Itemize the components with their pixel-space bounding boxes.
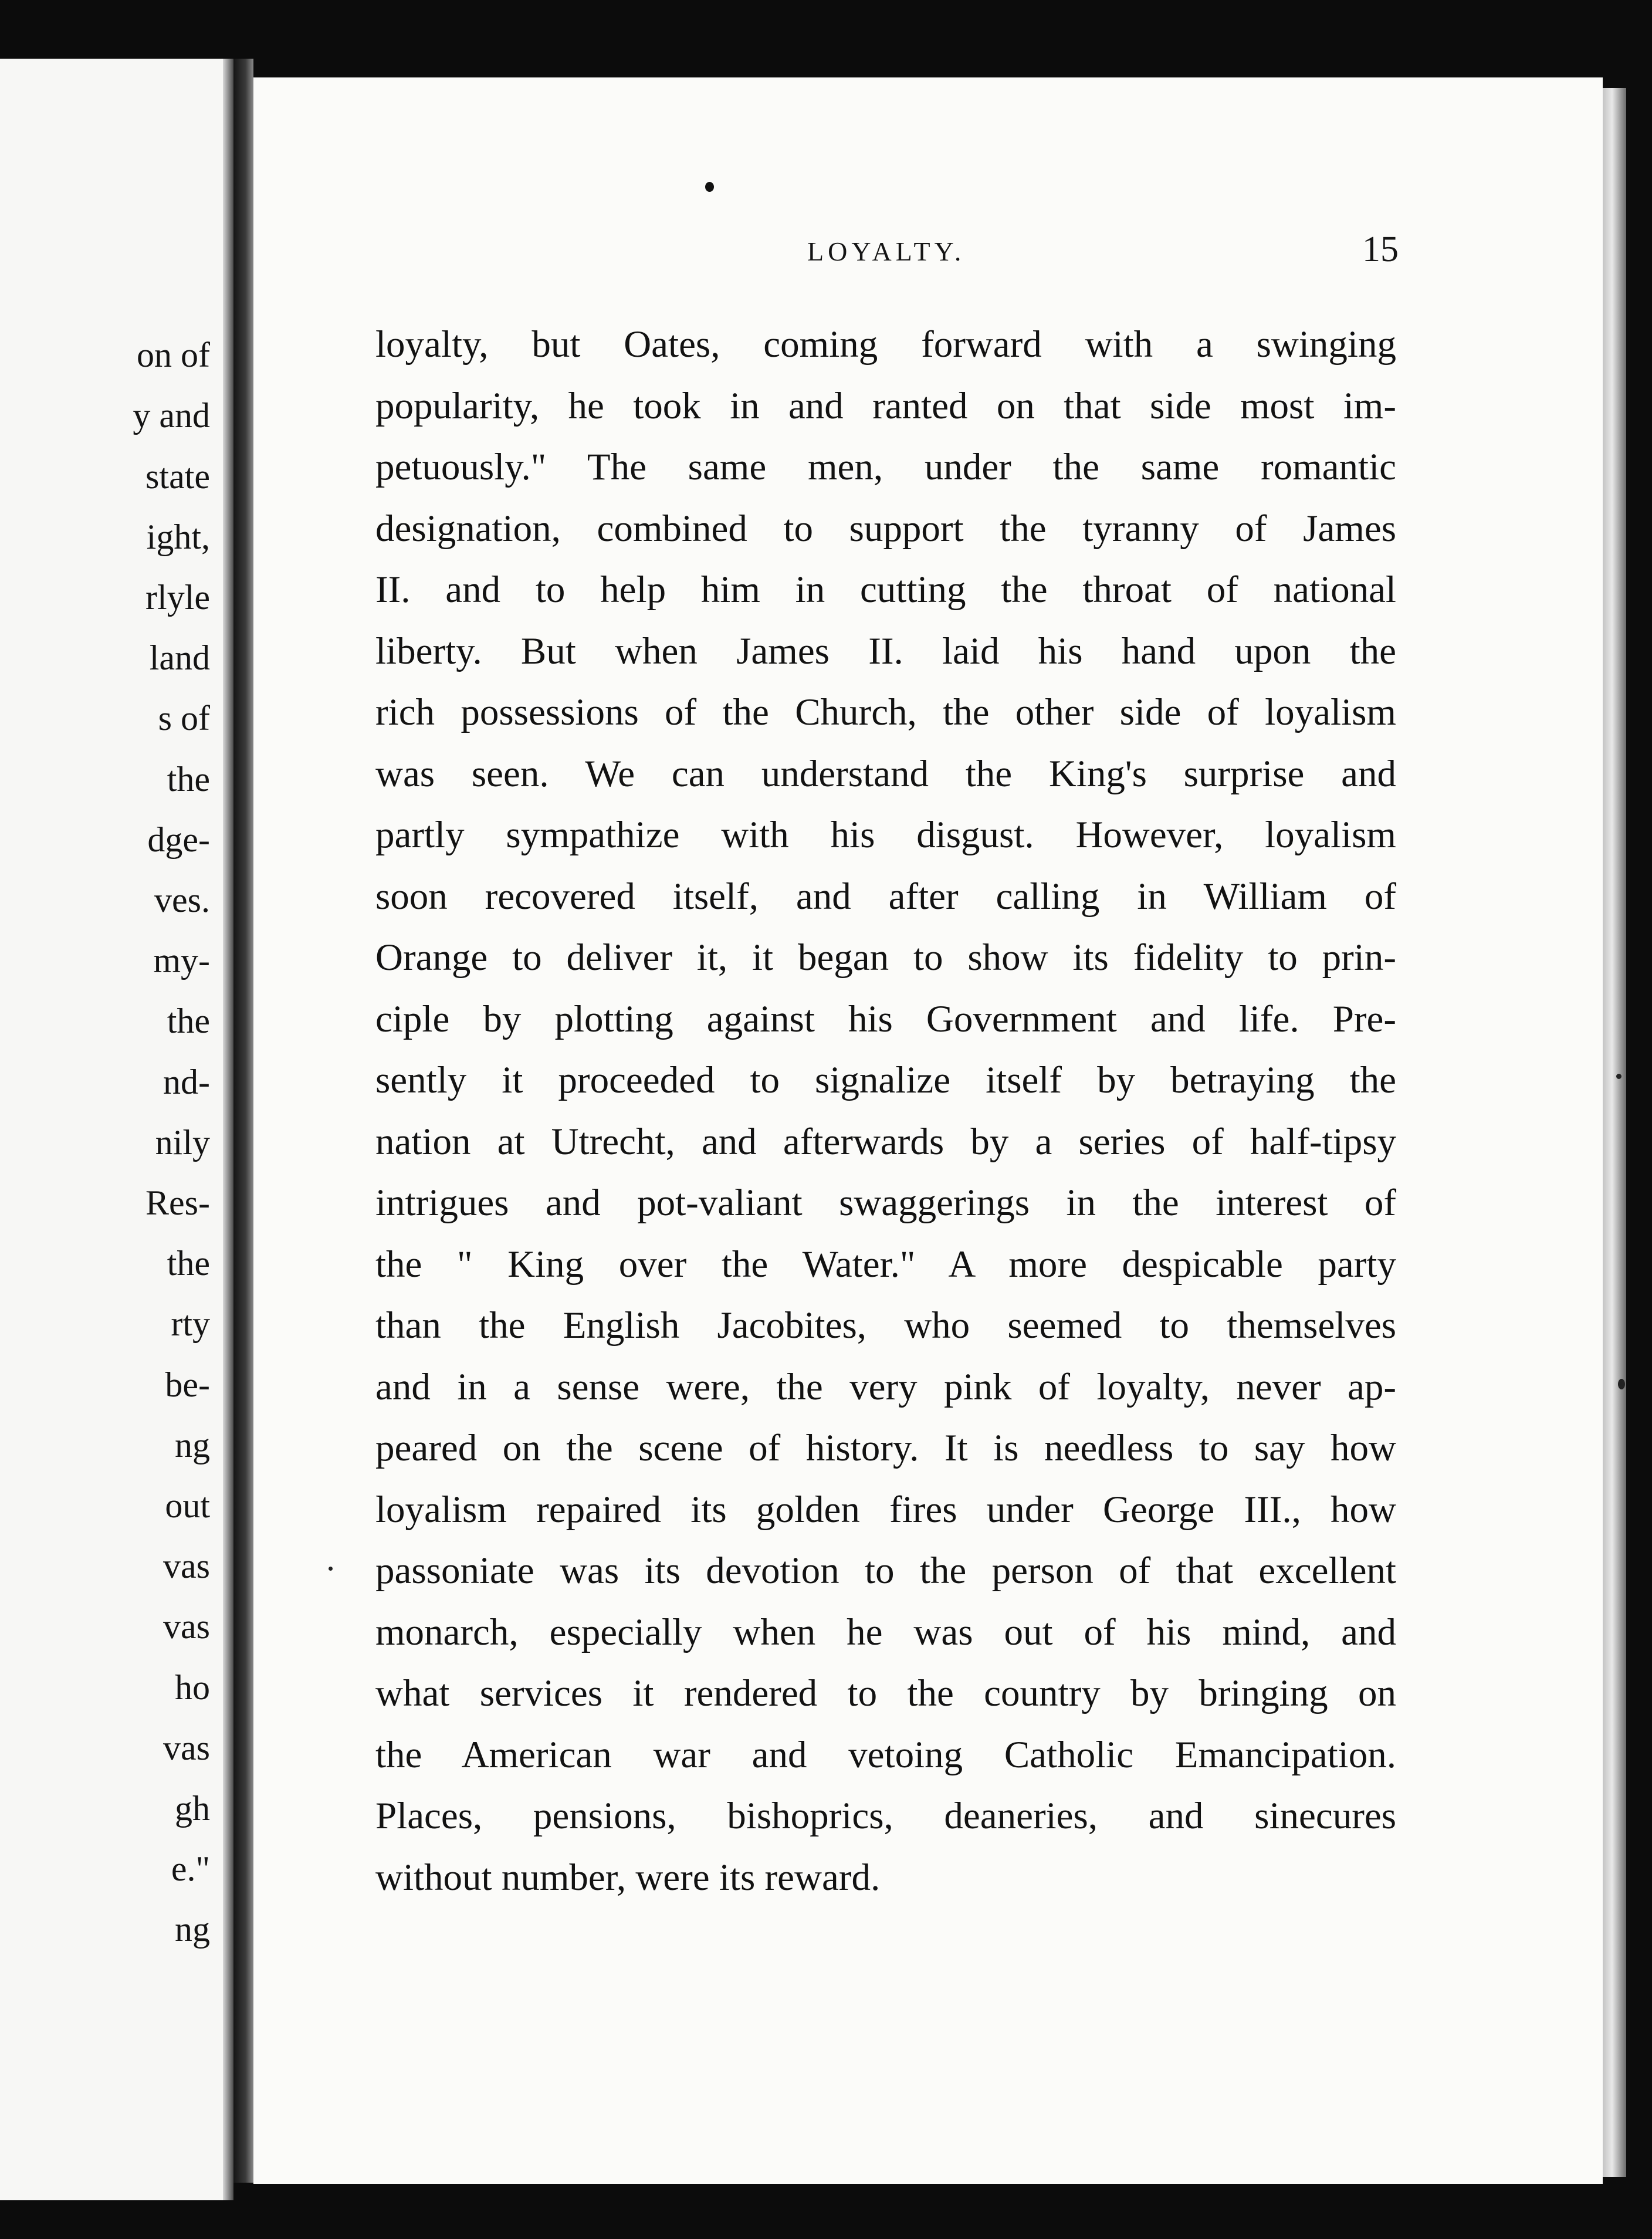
ink-speck: [329, 1567, 333, 1571]
left-page-line: ves.: [154, 881, 210, 919]
left-page-line: ho: [175, 1668, 210, 1707]
text-line: ciple by plotting against his Government and life. Pre-: [375, 997, 1396, 1040]
text-line: soon recovered itself, and after calling in William of: [375, 875, 1396, 918]
text-line: partly sympathize with his disgust. However, loyalism: [375, 814, 1396, 856]
left-page: [0, 59, 233, 2200]
left-page-line: the: [167, 1244, 210, 1283]
text-line: liberty. But when James II. laid his hand upon the: [375, 630, 1396, 672]
text-line: nation at Utrecht, and afterwards by a series of half-tipsy: [375, 1120, 1396, 1163]
left-page-line: the: [167, 1002, 210, 1040]
left-page-line: rlyle: [145, 578, 210, 617]
left-page-line: nd-: [163, 1063, 210, 1101]
text-line: Places, pensions, bishoprics, deaneries, and sinecures: [375, 1795, 1396, 1837]
text-line: monarch, especially when he was out of his mind, and: [375, 1611, 1396, 1653]
ink-speck: [1618, 1379, 1625, 1389]
ink-speck: [1616, 1074, 1621, 1079]
text-line: was seen. We can understand the King's surprise and: [375, 752, 1396, 795]
text-line: Orange to deliver it, it began to show its fidelity to prin-: [375, 936, 1396, 979]
page-edge-strip: [1603, 88, 1626, 2177]
left-page-line: y and: [133, 396, 210, 435]
left-page-line: land: [149, 638, 210, 677]
left-page-line: ng: [175, 1910, 210, 1949]
left-page-line: vas: [163, 1607, 210, 1646]
body-text: [375, 314, 1396, 1908]
left-page-line: ight,: [146, 518, 210, 556]
text-line: intrigues and pot-valiant swaggerings in the interest of: [375, 1182, 1396, 1224]
left-page-line: gh: [175, 1789, 210, 1828]
text-line: loyalism repaired its golden fires under George III., how: [375, 1488, 1396, 1531]
left-page-line: on of: [137, 336, 210, 374]
left-page-gutter-shadow: [223, 59, 233, 2200]
text-line: rich possessions of the Church, the other side of loyalism: [375, 691, 1396, 733]
left-page-line: be-: [165, 1365, 210, 1404]
text-line: than the English Jacobites, who seemed to themselves: [375, 1304, 1396, 1347]
ink-dot: [705, 182, 714, 192]
left-page-line: rty: [171, 1304, 210, 1343]
text-line: what services it rendered to the country by bringing on: [375, 1672, 1396, 1714]
left-page-line: my-: [153, 941, 210, 980]
text-line: without number, were its reward.: [375, 1856, 881, 1899]
left-page-line: Res-: [145, 1183, 210, 1222]
running-head: LOYALTY.: [807, 236, 966, 266]
left-page-line: the: [167, 760, 210, 799]
left-page-line: vas: [163, 1729, 210, 1767]
text-line: peared on the scene of history. It is needless to say how: [375, 1427, 1396, 1469]
text-line: the " King over the Water." A more despicable party: [375, 1243, 1396, 1286]
text-line: designation, combined to support the tyranny of James: [375, 507, 1396, 550]
text-line: loyalty, but Oates, coming forward with a swinging: [375, 323, 1396, 366]
text-line: popularity, he took in and ranted on that side most im-: [375, 384, 1396, 427]
text-line: passoniate was its devotion to the person of that excellent: [375, 1550, 1396, 1592]
text-line: sently it proceeded to signalize itself by betraying the: [375, 1059, 1396, 1101]
left-page-line: ng: [175, 1426, 210, 1465]
left-page-line: nily: [155, 1123, 210, 1162]
text-line: the American war and vetoing Catholic Emancipation.: [375, 1733, 1396, 1776]
left-page-line: dge-: [147, 820, 210, 859]
page-number: 15: [1362, 229, 1399, 269]
left-page-line: out: [165, 1486, 210, 1525]
left-page-line: vas: [163, 1547, 210, 1585]
left-page-line: e.": [171, 1849, 210, 1888]
text-line: and in a sense were, the very pink of loyalty, never ap-: [375, 1365, 1396, 1408]
text-line: petuously." The same men, under the same romantic: [375, 446, 1396, 488]
left-page-line: s of: [158, 699, 210, 738]
book-gutter: [233, 59, 253, 2183]
text-line: II. and to help him in cutting the throat of national: [375, 569, 1396, 611]
left-page-line: state: [145, 457, 210, 496]
